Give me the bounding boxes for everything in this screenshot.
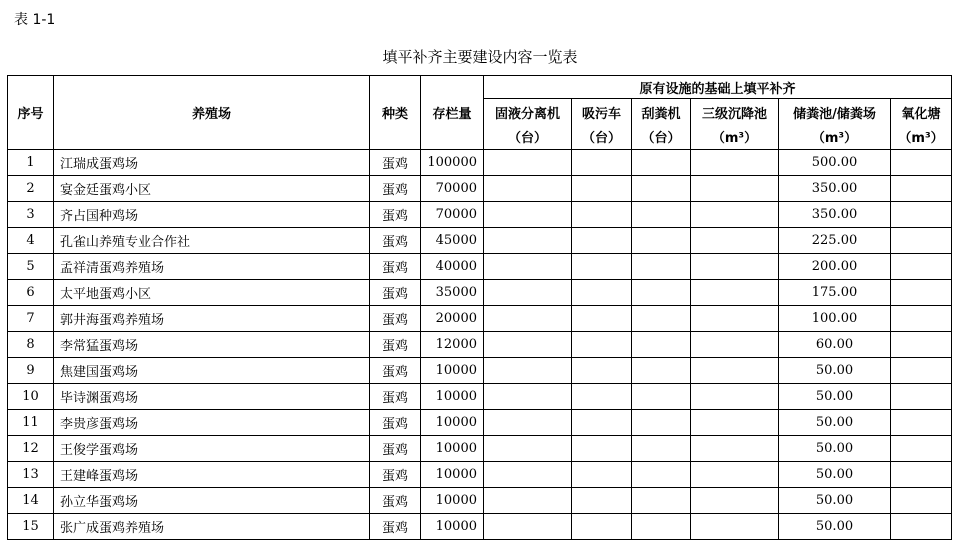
stock-count: 10000 [421,410,484,436]
table-row [8,280,952,306]
stock-count: 10000 [421,436,484,462]
oxidation-pond-cell [891,280,952,306]
header-facility-label: 储粪池/储粪场 [793,106,876,122]
farm-name: 李常猛蛋鸡场 [54,332,370,358]
table-title: 填平补齐主要建设内容一览表 [382,48,578,66]
scraper-cell [632,332,691,358]
scraper-cell [632,202,691,228]
suction-truck-cell [572,410,632,436]
row-index: 8 [8,332,54,358]
separator-cell [484,228,572,254]
oxidation-pond-cell [891,358,952,384]
scraper-cell [632,358,691,384]
scraper-cell [632,462,691,488]
header-facility-unit: （台） [581,130,621,146]
sedimentation-cell [691,306,779,332]
farm-name: 郭井海蛋鸡养殖场 [54,306,370,332]
storage-volume: 50.00 [779,436,891,462]
table-row [8,384,952,410]
header-facility-unit: （m³） [711,130,758,146]
farm-kind: 蛋鸡 [370,332,421,358]
stock-count: 45000 [421,228,484,254]
farm-name: 毕诗渊蛋鸡场 [54,384,370,410]
scraper-cell [632,280,691,306]
sedimentation-cell [691,332,779,358]
storage-volume: 200.00 [779,254,891,280]
oxidation-pond-cell [891,462,952,488]
suction-truck-cell [572,488,632,514]
farm-kind: 蛋鸡 [370,254,421,280]
farm-name: 孙立华蛋鸡场 [54,488,370,514]
header-group: 原有设施的基础上填平补齐 [484,76,952,99]
separator-cell [484,488,572,514]
separator-cell [484,280,572,306]
separator-cell [484,462,572,488]
suction-truck-cell [572,462,632,488]
table-row [8,358,952,384]
table-row [8,514,952,540]
farm-kind: 蛋鸡 [370,436,421,462]
storage-volume: 225.00 [779,228,891,254]
table-row [8,306,952,332]
scraper-cell [632,150,691,176]
sedimentation-cell [691,384,779,410]
farm-name: 焦建国蛋鸡场 [54,358,370,384]
header-farm: 养殖场 [54,76,370,150]
table-row [8,228,952,254]
row-index: 4 [8,228,54,254]
farm-kind: 蛋鸡 [370,150,421,176]
scraper-cell [632,410,691,436]
sedimentation-cell [691,176,779,202]
row-index: 10 [8,384,54,410]
farm-kind: 蛋鸡 [370,280,421,306]
scraper-cell [632,436,691,462]
sedimentation-cell [691,514,779,540]
oxidation-pond-cell [891,332,952,358]
farm-name: 太平地蛋鸡小区 [54,280,370,306]
scraper-cell [632,384,691,410]
storage-volume: 50.00 [779,384,891,410]
row-index: 12 [8,436,54,462]
suction-truck-cell [572,436,632,462]
stock-count: 70000 [421,176,484,202]
header-facility [484,99,572,150]
storage-volume: 50.00 [779,358,891,384]
row-index: 9 [8,358,54,384]
header-stock: 存栏量 [421,76,484,150]
table-row [8,332,952,358]
table-row [8,410,952,436]
separator-cell [484,202,572,228]
separator-cell [484,384,572,410]
row-index: 14 [8,488,54,514]
sedimentation-cell [691,410,779,436]
storage-volume: 350.00 [779,176,891,202]
sedimentation-cell [691,280,779,306]
oxidation-pond-cell [891,150,952,176]
suction-truck-cell [572,514,632,540]
farm-name: 齐占国种鸡场 [54,202,370,228]
sedimentation-cell [691,488,779,514]
header-kind: 种类 [370,76,421,150]
oxidation-pond-cell [891,384,952,410]
scraper-cell [632,228,691,254]
sedimentation-cell [691,202,779,228]
sedimentation-cell [691,436,779,462]
farm-kind: 蛋鸡 [370,228,421,254]
stock-count: 10000 [421,514,484,540]
separator-cell [484,410,572,436]
farm-kind: 蛋鸡 [370,514,421,540]
stock-count: 20000 [421,306,484,332]
table-row [8,436,952,462]
oxidation-pond-cell [891,306,952,332]
oxidation-pond-cell [891,488,952,514]
farm-kind: 蛋鸡 [370,306,421,332]
separator-cell [484,306,572,332]
farm-name: 张广成蛋鸡养殖场 [54,514,370,540]
farm-kind: 蛋鸡 [370,176,421,202]
header-facility-label: 三级沉降池 [701,106,767,122]
header-index: 序号 [8,76,54,150]
stock-count: 10000 [421,358,484,384]
sedimentation-cell [691,462,779,488]
header-facility-unit: （台） [507,130,547,146]
stock-count: 10000 [421,488,484,514]
separator-cell [484,176,572,202]
scraper-cell [632,306,691,332]
header-facility [891,99,952,150]
row-index: 15 [8,514,54,540]
header-facility [572,99,632,150]
suction-truck-cell [572,202,632,228]
stock-count: 100000 [421,150,484,176]
row-index: 1 [8,150,54,176]
oxidation-pond-cell [891,436,952,462]
row-index: 6 [8,280,54,306]
row-index: 2 [8,176,54,202]
farm-name: 孔雀山养殖专业合作社 [54,228,370,254]
sedimentation-cell [691,150,779,176]
storage-volume: 50.00 [779,488,891,514]
table-row [8,150,952,176]
header-facility-label: 刮粪机 [641,106,681,122]
farm-kind: 蛋鸡 [370,202,421,228]
oxidation-pond-cell [891,410,952,436]
storage-volume: 50.00 [779,514,891,540]
suction-truck-cell [572,306,632,332]
farm-kind: 蛋鸡 [370,358,421,384]
oxidation-pond-cell [891,514,952,540]
stock-count: 10000 [421,462,484,488]
storage-volume: 100.00 [779,306,891,332]
oxidation-pond-cell [891,176,952,202]
suction-truck-cell [572,176,632,202]
row-index: 11 [8,410,54,436]
oxidation-pond-cell [891,202,952,228]
suction-truck-cell [572,384,632,410]
header-facility-label: 氧化塘 [901,106,941,122]
header-facility [632,99,691,150]
farm-name: 孟祥清蛋鸡养殖场 [54,254,370,280]
row-index: 7 [8,306,54,332]
farm-kind: 蛋鸡 [370,410,421,436]
row-index: 3 [8,202,54,228]
suction-truck-cell [572,358,632,384]
storage-volume: 50.00 [779,462,891,488]
row-index: 13 [8,462,54,488]
suction-truck-cell [572,280,632,306]
suction-truck-cell [572,228,632,254]
separator-cell [484,150,572,176]
scraper-cell [632,488,691,514]
row-index: 5 [8,254,54,280]
scraper-cell [632,176,691,202]
farm-name: 李贵彦蛋鸡场 [54,410,370,436]
farm-kind: 蛋鸡 [370,384,421,410]
stock-count: 35000 [421,280,484,306]
oxidation-pond-cell [891,228,952,254]
storage-volume: 50.00 [779,410,891,436]
farm-kind: 蛋鸡 [370,488,421,514]
scraper-cell [632,254,691,280]
suction-truck-cell [572,332,632,358]
header-facility-unit: （m³） [811,130,858,146]
sedimentation-cell [691,228,779,254]
farm-name: 王俊学蛋鸡场 [54,436,370,462]
header-facility-unit: （m³） [898,130,944,146]
storage-volume: 350.00 [779,202,891,228]
header-facility [691,99,779,150]
separator-cell [484,514,572,540]
suction-truck-cell [572,150,632,176]
sedimentation-cell [691,358,779,384]
construction-table [7,75,952,540]
separator-cell [484,332,572,358]
stock-count: 12000 [421,332,484,358]
separator-cell [484,254,572,280]
sedimentation-cell [691,254,779,280]
header-facility-label: 吸污车 [581,106,621,122]
header-facility-unit: （台） [641,130,681,146]
table-row [8,202,952,228]
stock-count: 40000 [421,254,484,280]
stock-count: 10000 [421,384,484,410]
table-row [8,176,952,202]
separator-cell [484,436,572,462]
table-row [8,254,952,280]
storage-volume: 175.00 [779,280,891,306]
table-row [8,462,952,488]
farm-name: 宴金廷蛋鸡小区 [54,176,370,202]
farm-kind: 蛋鸡 [370,462,421,488]
header-facility [779,99,891,150]
farm-name: 江瑞成蛋鸡场 [54,150,370,176]
storage-volume: 500.00 [779,150,891,176]
suction-truck-cell [572,254,632,280]
stock-count: 70000 [421,202,484,228]
table-row [8,488,952,514]
storage-volume: 60.00 [779,332,891,358]
separator-cell [484,358,572,384]
table-caption: 表 1-1 [14,12,56,28]
oxidation-pond-cell [891,254,952,280]
farm-name: 王建峰蛋鸡场 [54,462,370,488]
header-facility-label: 固液分离机 [494,106,560,122]
scraper-cell [632,514,691,540]
